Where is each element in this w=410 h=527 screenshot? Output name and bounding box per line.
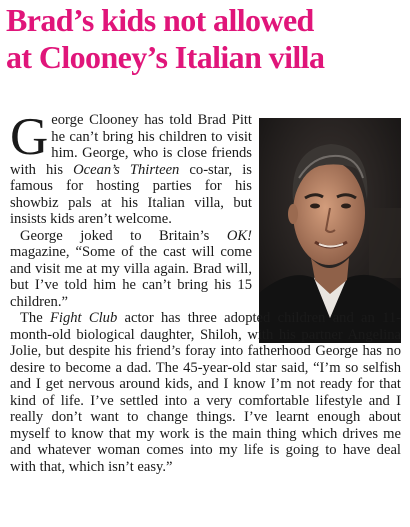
magazine-title-ok: OK! <box>226 227 252 244</box>
article-body <box>10 108 401 475</box>
paragraph-3-text-a: The <box>20 310 50 326</box>
paragraph-1-text-b: co-star, is famous for hosting parties for his showbiz pals at his Italian villa, but insists kids aren’t welcome. <box>10 161 252 227</box>
headline <box>6 2 406 76</box>
narrow-column <box>10 108 252 310</box>
paragraph-3-text-b: actor has three adopted children and an 11-month-old biological daughter, Shiloh, with his partner Angelina Jolie, but despite his friend’s foray into fatherhood George has no desire to become a dad. The 45-year-old star said, “I’m so selfish and I get nervous around kids, and I know I’m not ready for that kind of life. I’ve settled into a very comfortable lifestyle and I really don’t want to change things. I’ve learnt enough about myself to know that my work is the main thing which drives me and whatever woman comes into my life is going to have deal with that, which isn’t easy.” <box>10 310 401 475</box>
headline-line-1: Brad’s kids not allowed <box>6 2 314 38</box>
paragraph-2-text-a: George joked to Britain’s <box>20 227 227 244</box>
paragraph-2 <box>10 228 252 311</box>
film-title-oceans-thirteen: Ocean’s Thirteen <box>73 161 180 178</box>
paragraph-3 <box>10 310 401 475</box>
headline-line-2: at Clooney’s Italian villa <box>6 39 325 75</box>
paragraph-1-text-a: eorge Clooney has told Brad Pitt he can’t bring his children to visit him. George, who is close friends with his <box>10 112 252 178</box>
paragraph-2-text-b: magazine, “Some of the cast will come and visit me at my villa again. Brad will, but I’ve told him he can’t bring his 15 children.” <box>10 244 252 310</box>
drop-cap: G <box>10 108 49 166</box>
paragraph-1 <box>10 108 252 228</box>
film-title-fight-club: Fight Club <box>49 310 118 326</box>
